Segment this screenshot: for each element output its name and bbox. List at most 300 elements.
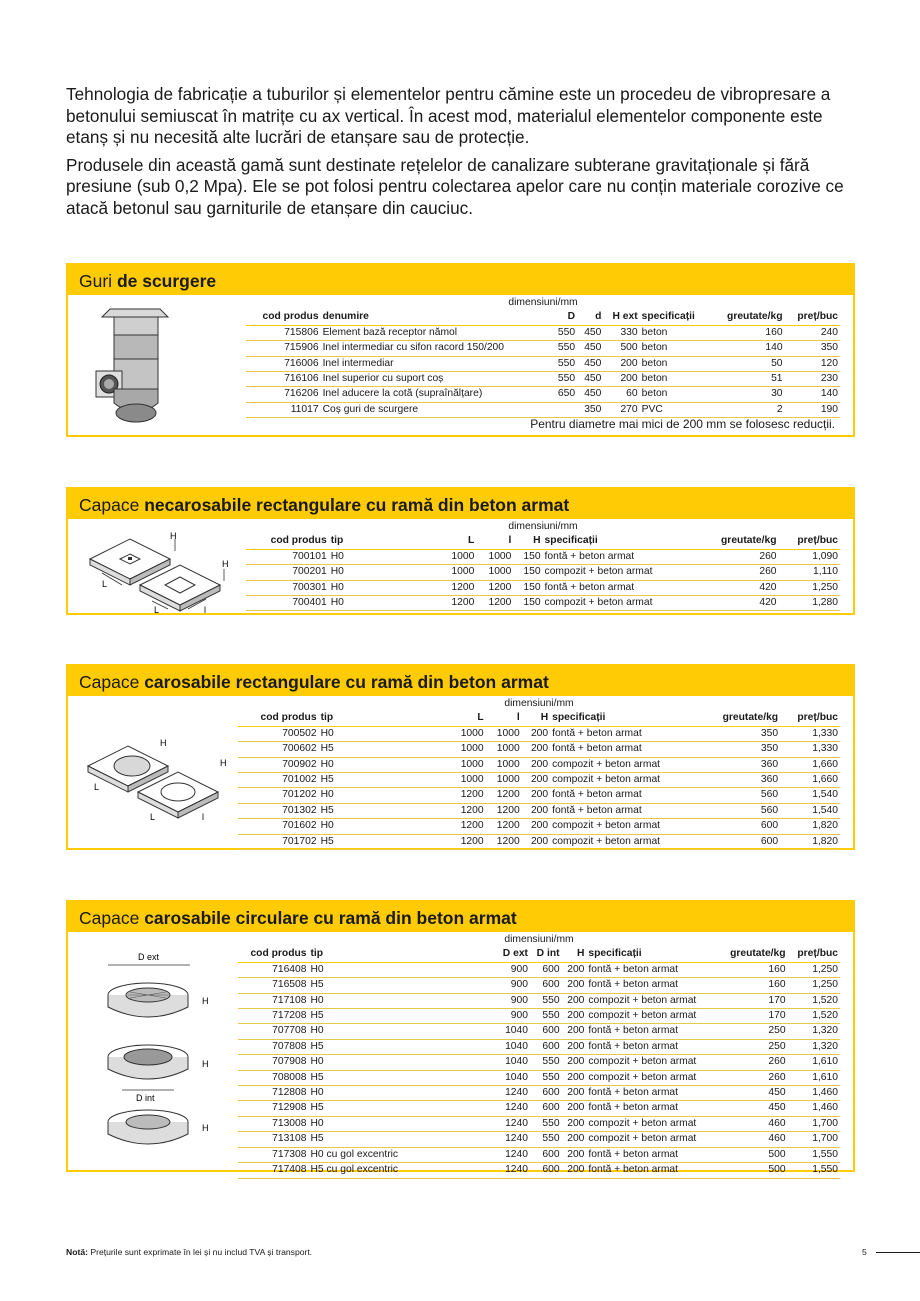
table-cell: beton xyxy=(640,372,711,387)
table-cell: 120 xyxy=(785,356,840,371)
col-header: preț/buc xyxy=(779,534,840,549)
table-cell: 600 xyxy=(700,834,780,849)
table-cell: 1,540 xyxy=(780,803,840,818)
intro-paragraph-1: Tehnologia de fabricație a tuburilor și elementelor pentru cămine este un procedeu de vibropresare a betonului semiuscat în matrițe cu ax vertical. În acest mod, materialul elementelor componente este etanș și nu necesită alte lucrări de etanșare sau de protecție. xyxy=(66,84,831,148)
table-cell: compozit + beton armat xyxy=(550,819,700,834)
table-cell: 550 xyxy=(530,1009,562,1024)
table-cell: 200 xyxy=(562,1024,587,1039)
col-header: H xyxy=(513,534,542,549)
table-cell: 1200 xyxy=(486,819,522,834)
table-cell: 270 xyxy=(603,402,639,417)
table-cell: 715906 xyxy=(246,341,321,356)
table-cell: 450 xyxy=(577,356,603,371)
table-cell: 717208 xyxy=(238,1009,309,1024)
gully-illustration xyxy=(88,303,198,435)
table-cell: 200 xyxy=(562,962,587,977)
section-title: Capace carosabile rectangulare cu ramă din beton armat xyxy=(68,666,853,696)
table-row xyxy=(238,978,840,993)
table-row xyxy=(238,773,840,788)
table-cell: 1,090 xyxy=(779,549,840,564)
table-cell: 1,250 xyxy=(788,962,840,977)
table-cell: H0 xyxy=(309,962,416,977)
table-cell: 200 xyxy=(522,803,550,818)
label-L: L xyxy=(94,782,100,792)
table-cell: 1200 xyxy=(342,788,486,803)
table-cell: 550 xyxy=(551,356,577,371)
table-cell: 1040 xyxy=(416,1070,530,1085)
table-cell: 1,320 xyxy=(788,1039,840,1054)
table-cell: H0 xyxy=(319,819,342,834)
table-body xyxy=(246,549,840,611)
table-row xyxy=(246,341,840,356)
table-cell: H5 xyxy=(319,742,342,757)
table-cell: compozit + beton armat xyxy=(543,596,697,611)
table-cell: 900 xyxy=(416,993,530,1008)
table-body xyxy=(238,962,840,1178)
table-row xyxy=(246,565,840,580)
col-header: greutate/kg xyxy=(697,534,779,549)
table-row xyxy=(238,819,840,834)
table-row xyxy=(238,834,840,849)
rect-cover-illustration xyxy=(82,529,242,615)
table-cell: 1000 xyxy=(486,726,522,741)
table-cell: 701602 xyxy=(238,819,319,834)
table-cell: 160 xyxy=(718,962,788,977)
section-capace-carosabile-circ xyxy=(66,900,855,1176)
table-cell: 1240 xyxy=(416,1132,530,1147)
table-cell: 1,610 xyxy=(788,1055,840,1070)
table-cell: compozit + beton armat xyxy=(586,1116,717,1131)
table-row xyxy=(238,788,840,803)
table-cell: 1040 xyxy=(416,1024,530,1039)
dimensions-label: dimensiuni/mm xyxy=(508,521,578,532)
col-header: preț/buc xyxy=(785,310,840,325)
table-cell: 700401 xyxy=(246,596,329,611)
section-guri-scurgere xyxy=(66,263,855,437)
table-cell: 500 xyxy=(718,1147,788,1162)
table-cell: 200 xyxy=(562,1116,587,1131)
table-row xyxy=(246,402,840,417)
col-header: cod produs xyxy=(238,947,309,962)
table-cell: compozit + beton armat xyxy=(586,1009,717,1024)
table-cell: H5 xyxy=(319,834,342,849)
table-row xyxy=(238,1086,840,1101)
label-H: H xyxy=(202,996,209,1006)
col-header: cod produs xyxy=(238,711,319,726)
label-dext: D ext xyxy=(138,952,160,962)
table-cell: Element bază receptor nămol xyxy=(321,325,551,340)
table-cell: 170 xyxy=(718,1009,788,1024)
label-H: H xyxy=(202,1059,209,1069)
col-header: specificații xyxy=(550,711,700,726)
table-cell: fontă + beton armat xyxy=(586,962,717,977)
table-row xyxy=(238,726,840,741)
table-cell: 600 xyxy=(530,978,562,993)
table-cell: compozit + beton armat xyxy=(543,565,697,580)
table-cell: H0 xyxy=(329,596,353,611)
col-header: H xyxy=(562,947,587,962)
section-capace-carosabile-rect xyxy=(66,664,855,850)
table-cell: 260 xyxy=(697,549,779,564)
table-cell: 150 xyxy=(513,580,542,595)
table-cell: 1200 xyxy=(486,803,522,818)
col-header: D int xyxy=(530,947,562,962)
table-cell: 460 xyxy=(718,1116,788,1131)
table-cell: 715806 xyxy=(246,325,321,340)
table-cell: 460 xyxy=(718,1132,788,1147)
table-cell: 1,700 xyxy=(788,1116,840,1131)
table-cell: beton xyxy=(640,356,711,371)
table-cell: 200 xyxy=(562,978,587,993)
table-cell: 550 xyxy=(551,341,577,356)
table-cell: 1,660 xyxy=(780,757,840,772)
table-cell: 350 xyxy=(700,726,780,741)
table-cell: 200 xyxy=(562,1009,587,1024)
table-cell: 170 xyxy=(718,993,788,1008)
table-cell: 230 xyxy=(785,372,840,387)
table-cell: 190 xyxy=(785,402,840,417)
table-cell: 1240 xyxy=(416,1101,530,1116)
table-row xyxy=(238,1039,840,1054)
table-cell: H0 xyxy=(329,565,353,580)
table-row xyxy=(238,1163,840,1178)
table-cell: fontă + beton armat xyxy=(586,1086,717,1101)
table-cell: 200 xyxy=(562,1147,587,1162)
guri-table xyxy=(246,296,840,418)
table-cell: Inel intermediar cu sifon racord 150/200 xyxy=(321,341,551,356)
col-header: d xyxy=(577,310,603,325)
table-cell: 550 xyxy=(530,993,562,1008)
label-H: H xyxy=(220,758,227,768)
table-cell: H0 xyxy=(319,788,342,803)
table-row xyxy=(238,1116,840,1131)
table-cell: 600 xyxy=(530,1163,562,1178)
table-cell: 450 xyxy=(577,341,603,356)
table-cell: 600 xyxy=(530,1147,562,1162)
table-cell: H5 xyxy=(309,1070,416,1085)
table-cell: 1000 xyxy=(352,565,476,580)
table-row xyxy=(238,1070,840,1085)
table-cell: fontă + beton armat xyxy=(586,1147,717,1162)
col-header: tip xyxy=(329,534,353,549)
table-cell: 701202 xyxy=(238,788,319,803)
table-cell: 260 xyxy=(718,1055,788,1070)
table-row xyxy=(238,1101,840,1116)
table-cell: 700101 xyxy=(246,549,329,564)
table-cell: 1,250 xyxy=(788,978,840,993)
table-cell: 550 xyxy=(530,1055,562,1070)
table-cell: 716508 xyxy=(238,978,309,993)
table-cell: 1040 xyxy=(416,1039,530,1054)
table-cell: 1,110 xyxy=(779,565,840,580)
table-cell: 650 xyxy=(551,387,577,402)
table-cell: 330 xyxy=(603,325,639,340)
table-cell: H0 cu gol excentric xyxy=(309,1147,416,1162)
table-cell: 1200 xyxy=(486,788,522,803)
table-cell: 1200 xyxy=(476,596,513,611)
table-cell: 200 xyxy=(522,742,550,757)
col-header: L xyxy=(342,711,486,726)
table-cell: 1,320 xyxy=(788,1024,840,1039)
col-header: specificații xyxy=(543,534,697,549)
table-cell: 1000 xyxy=(342,757,486,772)
table-cell: 700602 xyxy=(238,742,319,757)
table-cell: H0 xyxy=(329,549,353,564)
table-cell: 550 xyxy=(530,1132,562,1147)
table-cell: 200 xyxy=(522,819,550,834)
label-H: H xyxy=(222,559,229,569)
label-dint: D int xyxy=(136,1093,155,1103)
table-row xyxy=(238,742,840,757)
table-cell: H0 xyxy=(319,726,342,741)
table-cell: Inel intermediar xyxy=(321,356,551,371)
section-title: Capace carosabile circulare cu ramă din beton armat xyxy=(68,902,853,932)
table-cell: 350 xyxy=(700,742,780,757)
table-row xyxy=(246,372,840,387)
table-cell: 60 xyxy=(603,387,639,402)
table-cell: 500 xyxy=(603,341,639,356)
table-cell: 1000 xyxy=(342,726,486,741)
table-cell: compozit + beton armat xyxy=(550,834,700,849)
table-cell: 250 xyxy=(718,1039,788,1054)
table-cell: fontă + beton armat xyxy=(586,978,717,993)
table-cell: 1,460 xyxy=(788,1086,840,1101)
table-row xyxy=(246,387,840,402)
table-cell: 550 xyxy=(530,1070,562,1085)
label-L: L xyxy=(150,812,156,822)
table-cell: compozit + beton armat xyxy=(550,773,700,788)
table-cell: 1,550 xyxy=(788,1163,840,1178)
section-title: Capace necarosabile rectangulare cu ramă din beton armat xyxy=(68,489,853,519)
table-cell: 160 xyxy=(718,978,788,993)
col-header: H xyxy=(522,711,550,726)
table-cell: Inel superior cu suport coș xyxy=(321,372,551,387)
table-cell: 600 xyxy=(530,1101,562,1116)
table-cell: beton xyxy=(640,387,711,402)
table-cell: 708008 xyxy=(238,1070,309,1085)
table-row xyxy=(238,803,840,818)
table-cell: H5 xyxy=(309,1101,416,1116)
table-cell: 900 xyxy=(416,1009,530,1024)
table-body xyxy=(238,726,840,849)
dimensions-label: dimensiuni/mm xyxy=(504,934,574,945)
table-cell: 1240 xyxy=(416,1163,530,1178)
page-rule xyxy=(876,1252,920,1253)
table-cell: fontă + beton armat xyxy=(586,1039,717,1054)
table-cell: 716006 xyxy=(246,356,321,371)
table-row xyxy=(238,1024,840,1039)
table-row xyxy=(246,596,840,611)
table-cell: fontă + beton armat xyxy=(550,726,700,741)
table-cell: 1040 xyxy=(416,1055,530,1070)
table-cell: 900 xyxy=(416,962,530,977)
table-row xyxy=(238,1147,840,1162)
label-H: H xyxy=(160,738,167,748)
table-cell: 30 xyxy=(711,387,785,402)
table-cell: 700201 xyxy=(246,565,329,580)
col-header: l xyxy=(476,534,513,549)
table-cell: 1240 xyxy=(416,1116,530,1131)
table-cell: 1,660 xyxy=(780,773,840,788)
table-cell: 200 xyxy=(562,993,587,1008)
table-cell: 1000 xyxy=(476,565,513,580)
table-cell: 160 xyxy=(711,325,785,340)
intro-text xyxy=(66,84,866,226)
table-cell: H0 xyxy=(309,993,416,1008)
table-cell: 707808 xyxy=(238,1039,309,1054)
table-cell: 717308 xyxy=(238,1147,309,1162)
table-cell: 420 xyxy=(697,596,779,611)
table-cell: compozit + beton armat xyxy=(586,993,717,1008)
table-cell: compozit + beton armat xyxy=(586,1070,717,1085)
table-cell: 716408 xyxy=(238,962,309,977)
table-cell: 600 xyxy=(530,1086,562,1101)
table-cell: 701002 xyxy=(238,773,319,788)
table-cell: 200 xyxy=(562,1070,587,1085)
table-cell: 1000 xyxy=(486,773,522,788)
col-header: denumire xyxy=(321,310,551,325)
table-cell: H0 xyxy=(329,580,353,595)
table-row xyxy=(238,757,840,772)
table-cell: 1,820 xyxy=(780,834,840,849)
table-cell: H5 xyxy=(309,1009,416,1024)
col-header: l xyxy=(486,711,522,726)
table-cell: 200 xyxy=(522,834,550,849)
table-cell: 200 xyxy=(562,1163,587,1178)
col-header: H ext xyxy=(603,310,639,325)
col-header: greutate/kg xyxy=(718,947,788,962)
table-body xyxy=(246,325,840,417)
table-cell: 450 xyxy=(718,1086,788,1101)
necarosabile-table xyxy=(246,520,840,611)
table-cell: 1200 xyxy=(486,834,522,849)
table-row xyxy=(246,549,840,564)
table-cell: H0 xyxy=(319,757,342,772)
col-header: greutate/kg xyxy=(711,310,785,325)
table-cell: 200 xyxy=(562,1039,587,1054)
table-cell: 600 xyxy=(530,1024,562,1039)
table-cell: beton xyxy=(640,341,711,356)
table-cell: 450 xyxy=(577,372,603,387)
table-cell: 550 xyxy=(551,372,577,387)
table-row xyxy=(246,580,840,595)
table-cell: 1,460 xyxy=(788,1101,840,1116)
table-cell: 140 xyxy=(711,341,785,356)
table-cell: 550 xyxy=(551,325,577,340)
table-cell: 717408 xyxy=(238,1163,309,1178)
table-cell: 1,280 xyxy=(779,596,840,611)
table-cell: H5 xyxy=(309,1132,416,1147)
table-cell: 1,330 xyxy=(780,742,840,757)
table-row xyxy=(238,1132,840,1147)
table-cell: 713108 xyxy=(238,1132,309,1147)
table-cell: fontă + beton armat xyxy=(550,803,700,818)
table-cell: H0 xyxy=(309,1024,416,1039)
page-number: 5 xyxy=(862,1247,867,1257)
table-cell: 1,700 xyxy=(788,1132,840,1147)
table-cell: compozit + beton armat xyxy=(586,1132,717,1147)
label-H: H xyxy=(170,531,177,541)
table-cell: 707708 xyxy=(238,1024,309,1039)
table-cell: 200 xyxy=(562,1132,587,1147)
section-capace-necarosabile xyxy=(66,487,855,615)
table-cell: 140 xyxy=(785,387,840,402)
table-cell: fontă + beton armat xyxy=(586,1163,717,1178)
table-cell: 200 xyxy=(522,757,550,772)
table-cell: 1000 xyxy=(486,742,522,757)
table-cell: fontă + beton armat xyxy=(543,580,697,595)
table-cell: 1000 xyxy=(352,549,476,564)
dimensions-label: dimensiuni/mm xyxy=(504,698,574,709)
table-cell: 420 xyxy=(697,580,779,595)
table-cell: 450 xyxy=(718,1101,788,1116)
table-cell: 200 xyxy=(522,726,550,741)
table-cell: 200 xyxy=(562,1055,587,1070)
table-cell: 11017 xyxy=(246,402,321,417)
table-cell: 200 xyxy=(603,356,639,371)
table-cell: 350 xyxy=(577,402,603,417)
table-cell: 1200 xyxy=(476,580,513,595)
table-cell: 700301 xyxy=(246,580,329,595)
rect-heavy-cover-illustration xyxy=(80,736,240,836)
table-cell: 260 xyxy=(718,1070,788,1085)
table-cell: H5 xyxy=(319,803,342,818)
table-cell: compozit + beton armat xyxy=(550,757,700,772)
table-cell: 712808 xyxy=(238,1086,309,1101)
table-row xyxy=(246,356,840,371)
table-cell: H5 xyxy=(309,978,416,993)
table-cell: H0 xyxy=(309,1055,416,1070)
table-cell: fontă + beton armat xyxy=(550,788,700,803)
table-cell: 1,540 xyxy=(780,788,840,803)
intro-paragraph-2: Produsele din această gamă sunt destinate rețelelor de canalizare subterane gravitaționale și fără presiune (sub 0,2 Mpa). Ele se pot folosi pentru colectarea apelor care nu conțin materiale corozive ce atacă betonul sau garniturile de etanșare din cauciuc. xyxy=(66,154,844,218)
table-cell: 1200 xyxy=(352,596,476,611)
table-cell: 200 xyxy=(522,788,550,803)
table-row xyxy=(246,325,840,340)
table-cell: 700502 xyxy=(238,726,319,741)
table-cell: compozit + beton armat xyxy=(586,1055,717,1070)
table-row xyxy=(238,1055,840,1070)
table-cell: 1000 xyxy=(342,773,486,788)
table-cell: fontă + beton armat xyxy=(586,1101,717,1116)
table-cell: 717108 xyxy=(238,993,309,1008)
col-header: specificații xyxy=(640,310,711,325)
table-cell: 200 xyxy=(562,1086,587,1101)
round-cover-illustration xyxy=(98,947,228,1167)
table-cell: 600 xyxy=(530,1039,562,1054)
table-cell: 716106 xyxy=(246,372,321,387)
table-cell: 200 xyxy=(603,372,639,387)
table-cell: 713008 xyxy=(238,1116,309,1131)
col-header: preț/buc xyxy=(780,711,840,726)
table-cell: H0 xyxy=(309,1116,416,1131)
table-cell: 1000 xyxy=(486,757,522,772)
table-cell: 1200 xyxy=(342,819,486,834)
table-cell: 360 xyxy=(700,773,780,788)
table-cell: 1200 xyxy=(342,803,486,818)
footer-note: Notă: Prețurile sunt exprimate în lei și nu includ TVA și transport. xyxy=(66,1247,313,1257)
col-header: preț/buc xyxy=(788,947,840,962)
table-cell: 900 xyxy=(416,978,530,993)
table-cell: 1,520 xyxy=(788,1009,840,1024)
table-cell xyxy=(551,402,577,417)
label-L: L xyxy=(102,579,108,589)
table-cell: 350 xyxy=(785,341,840,356)
table-cell: 1000 xyxy=(342,742,486,757)
table-cell: fontă + beton armat xyxy=(550,742,700,757)
table-cell: 712908 xyxy=(238,1101,309,1116)
carosabile-rect-table xyxy=(238,697,840,850)
